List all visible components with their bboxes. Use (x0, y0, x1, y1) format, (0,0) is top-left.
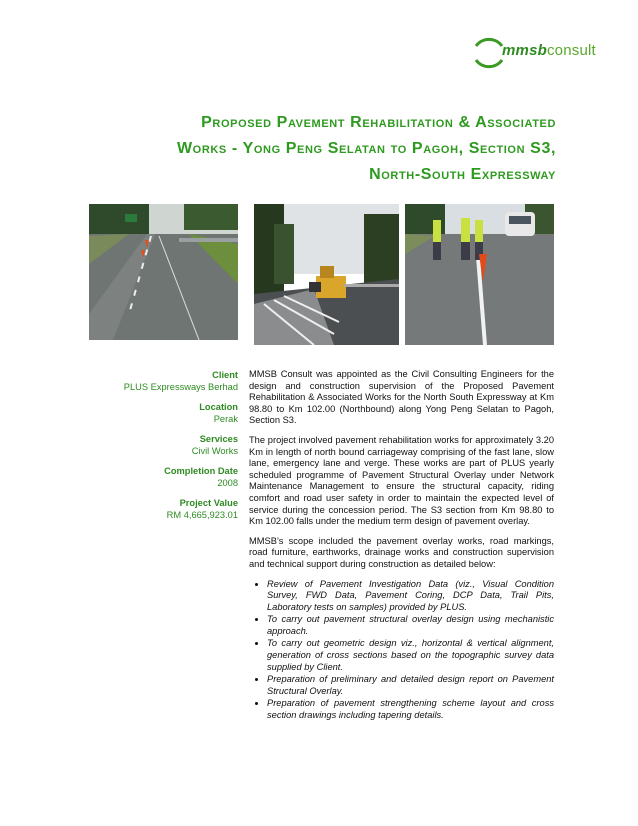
location-label: Location (199, 402, 238, 412)
list-item: • To carry out pavement structural overlay design using mechanistic approach. (267, 614, 554, 637)
summary-project-value (100, 497, 238, 521)
paragraph-scope: MMSB’s scope included the pavement overlay works, road markings, road furniture, earthworks, drainage works and construction supervision and technical support during construction as detailed below: (249, 535, 554, 569)
summary-client (100, 369, 238, 393)
paragraph-project-details: The project involved pavement rehabilitation works for approximately 3.20 Km in length of north bound carriageway comprising of the fast lane, slow lane, emergency lane and verge. These works are part of PLUS yearly scheduled programme of Pavement Structural Overlay under Network Maintenance Management to ensure the structural capacity, riding comfort and road user safety in order to maintain the expected level of service during the concession period. The S3 section from Km 98.80 to Km 102.00 falls under the medium term design of pavement overlay. (249, 434, 554, 527)
project-summary (100, 369, 238, 529)
photo-expressway (89, 204, 238, 340)
title-line-3: North-South Expressway (369, 166, 556, 183)
summary-completion-date (100, 465, 238, 489)
photo-construction (254, 204, 399, 345)
title-line-2: Works - Yong Peng Selatan to Pagoh, Section S3, (176, 140, 556, 157)
list-item: • Preparation of preliminary and detailed design report on Pavement Structural Overlay. (267, 674, 554, 697)
photo-road-workers (405, 204, 554, 345)
services-label: Services (199, 434, 238, 444)
services-value: Civil Works (191, 446, 238, 456)
scope-list (249, 579, 554, 722)
paragraph-appointment: MMSB Consult was appointed as the Civil Consulting Engineers for the design and construction supervision of the Proposed Pavement Rehabilitation & Associated Works for the North South Expressway at Km 98.80 to Km 102.00 (Northbound) along Yong Peng Selatan to Pagoh, Section S3. (249, 369, 554, 426)
completion-date-value: 2008 (217, 478, 238, 488)
logo-mark: mmsb (502, 42, 547, 59)
company-logo (470, 34, 596, 74)
list-item: • Review of Pavement Investigation Data (viz., Visual Condition Survey, FWD Data, Pavement Coring, DCP Data, Trail Pits, Laboratory tests on samples) provided by PLUS. (267, 579, 554, 614)
project-value-label: Project Value (179, 498, 238, 508)
list-item: • To carry out geometric design viz., horizontal & vertical alignment, generation of cross sections based on the topographic survey data supplied by Client. (267, 638, 554, 673)
page-title (76, 110, 556, 188)
completion-date-label: Completion Date (164, 466, 238, 476)
list-item: • Preparation of pavement strengthening scheme layout and cross section drawings including tapering details. (267, 698, 554, 721)
logo-word: consult (546, 42, 596, 59)
project-description (249, 369, 554, 723)
project-value-value: RM 4,665,923.01 (166, 510, 238, 520)
location-value: Perak (213, 414, 238, 424)
client-label: Client (212, 370, 238, 380)
client-value: PLUS Expressways Berhad (123, 382, 238, 392)
summary-services (100, 433, 238, 457)
summary-location (100, 401, 238, 425)
title-line-1: Proposed Pavement Rehabilitation & Associated (201, 114, 556, 131)
